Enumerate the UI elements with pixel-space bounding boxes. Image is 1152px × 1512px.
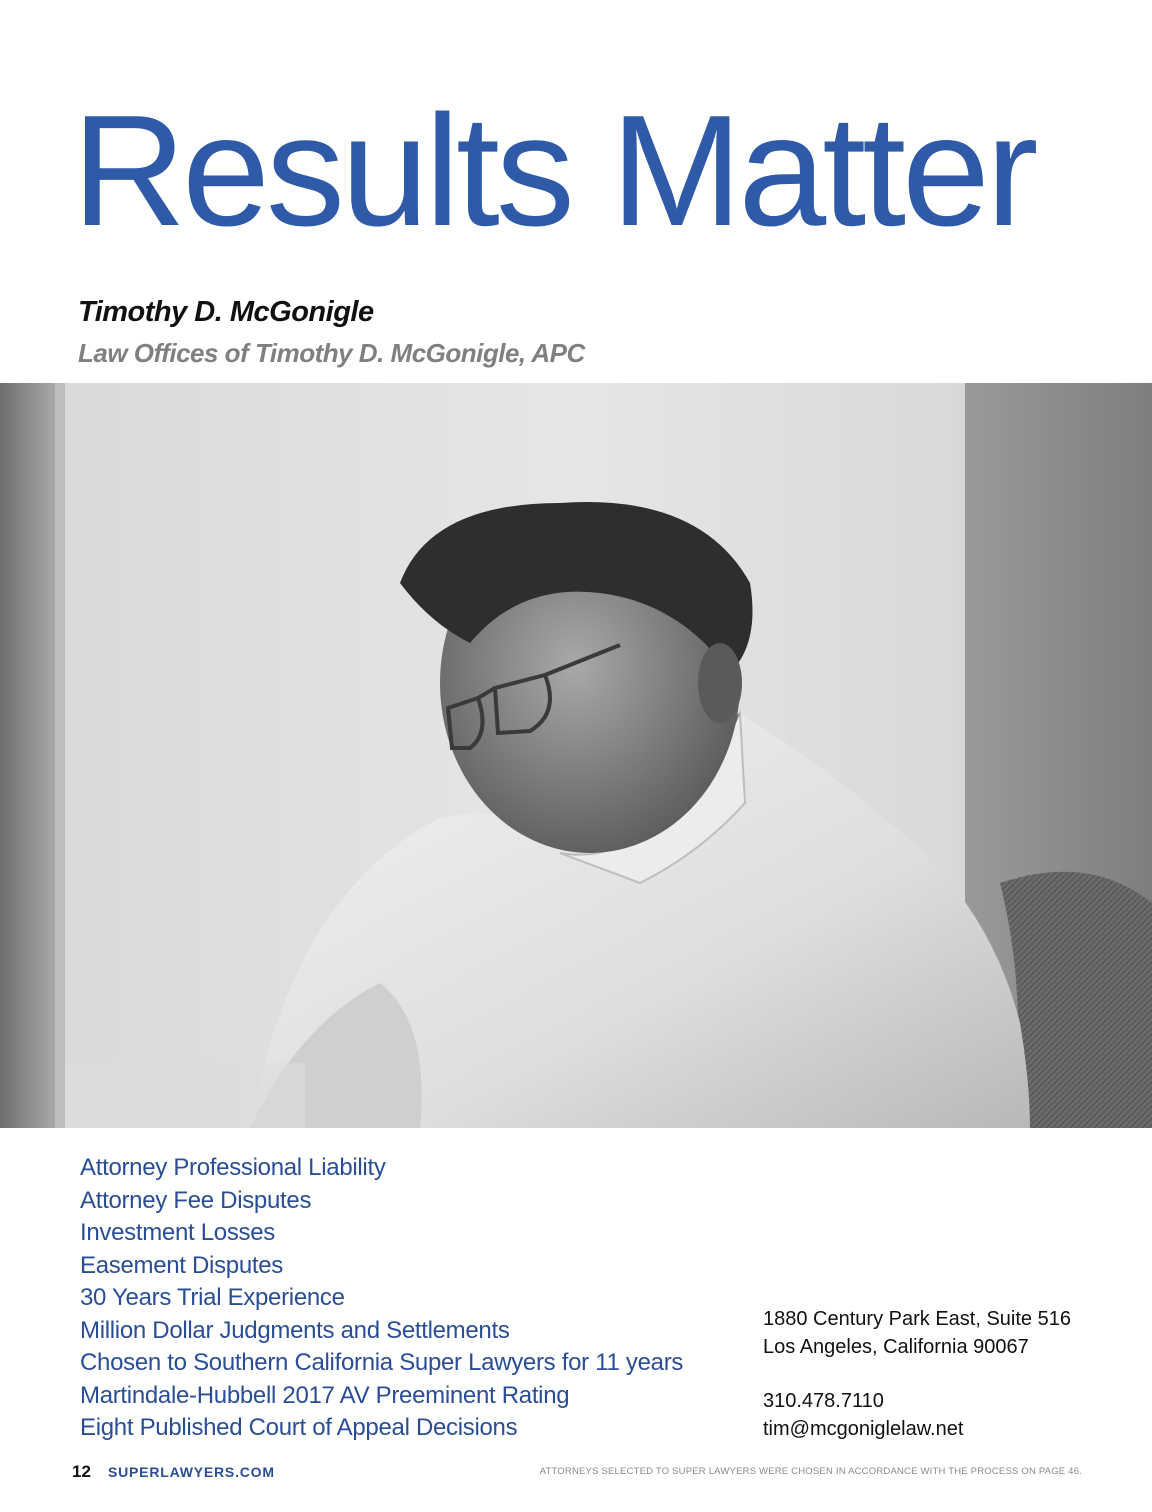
phone-number: 310.478.7110 [763,1390,884,1412]
list-item: Martindale-Hubbell 2017 AV Preeminent Rating [80,1381,570,1409]
list-item: Attorney Fee Disputes [80,1186,312,1214]
contact-block [763,1305,1071,1443]
list-item: Million Dollar Judgments and Settlements [80,1316,510,1344]
firm-name: Law Offices of Timothy D. McGonigle, APC [78,338,585,368]
headline: Results Matter [72,83,1035,259]
list-item: 30 Years Trial Experience [80,1284,345,1311]
list-item: Chosen to Southern California Super Lawyers for 11 years [80,1349,684,1376]
list-item: Investment Losses [80,1219,275,1246]
page-number: 12 [72,1462,91,1481]
disclaimer: ATTORNEYS SELECTED TO SUPER LAWYERS WERE CHOSEN IN ACCORDANCE WITH THE PROCESS ON PAGE 46. [539,1466,1082,1477]
address-line-1: 1880 Century Park East, Suite 516 [763,1308,1071,1330]
list-item: Easement Disputes [80,1251,284,1279]
list-item: Eight Published Court of Appeal Decisions [80,1414,518,1441]
email-address: tim@mcgoniglelaw.net [763,1418,964,1440]
attorney-photo [0,383,1152,1128]
site-name: SUPERLAWYERS.COM [108,1464,275,1480]
address-line-2: Los Angeles, California 90067 [763,1336,1029,1358]
page-footer [72,1462,1082,1484]
practice-list [80,1152,683,1445]
attorney-name: Timothy D. McGonigle [78,296,374,328]
list-item: Attorney Professional Liability [80,1154,386,1181]
